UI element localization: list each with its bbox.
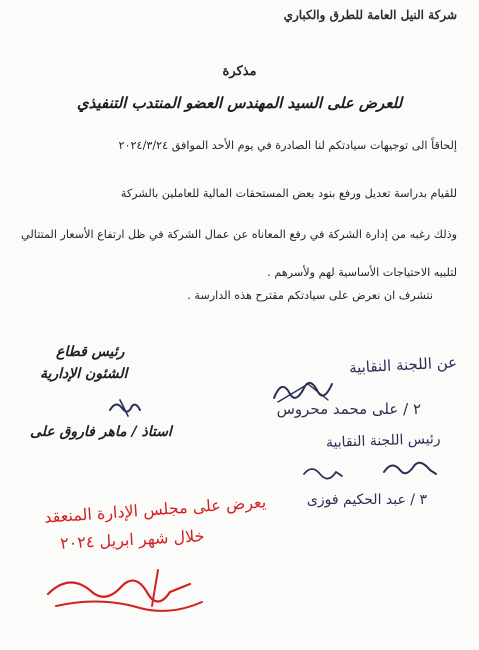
signatory-title-line1: رئيس قطاع (56, 344, 125, 360)
signature-mark-left (106, 396, 146, 418)
handwritten-note-line: ٢ / على محمد محروس (276, 400, 421, 418)
body-line: نتشرف ان نعرض على سيادتكم مقترح هذه الدارسة . (187, 289, 433, 302)
body-line: وذلك رغبه من إدارة الشركة في رفع المعاناه عن عمال الشركة في ظل ارتفاع الأسعار المتتالي (21, 228, 457, 241)
body-line: لتلبيه الاحتياجات الأساسية لهم ولأسرهم . (267, 266, 457, 279)
body-line: إلحاقاً الى توجيهات سيادتكم لنا الصادرة في يوم الأحد الموافق ٢٠٢٤/٣/٢٤ (118, 139, 457, 152)
red-signature (40, 566, 210, 620)
memo-addressee: للعرض على السيد المهندس العضو المنتدب التنفيذي (76, 94, 403, 112)
signature-scribble-2 (380, 456, 440, 480)
memo-title: مذكرة (222, 64, 257, 79)
body-line: للقيام بدراسة تعديل ورفع بنود بعض المستحقات المالية للعاملين بالشركة (120, 187, 457, 200)
signatory-name: استاذ / ماهر فاروق على (30, 424, 172, 440)
red-annotation-line: يعرض على مجلس الإدارة المنعقد (43, 492, 267, 527)
signatory-title-line2: الشئون الإدارية (40, 366, 128, 382)
handwritten-note-line: ٣ / عبد الحكيم فوزى (306, 492, 427, 508)
handwritten-note-line: عن اللجنة النقابية (348, 353, 458, 377)
red-annotation-line: خلال شهر ابريل ٢٠٢٤ (59, 526, 206, 553)
handwritten-note-line: رئيس اللجنة النقابية (326, 431, 442, 451)
company-name: شركة النيل العامة للطرق والكباري (283, 8, 457, 22)
signature-scribble-3 (300, 462, 346, 482)
